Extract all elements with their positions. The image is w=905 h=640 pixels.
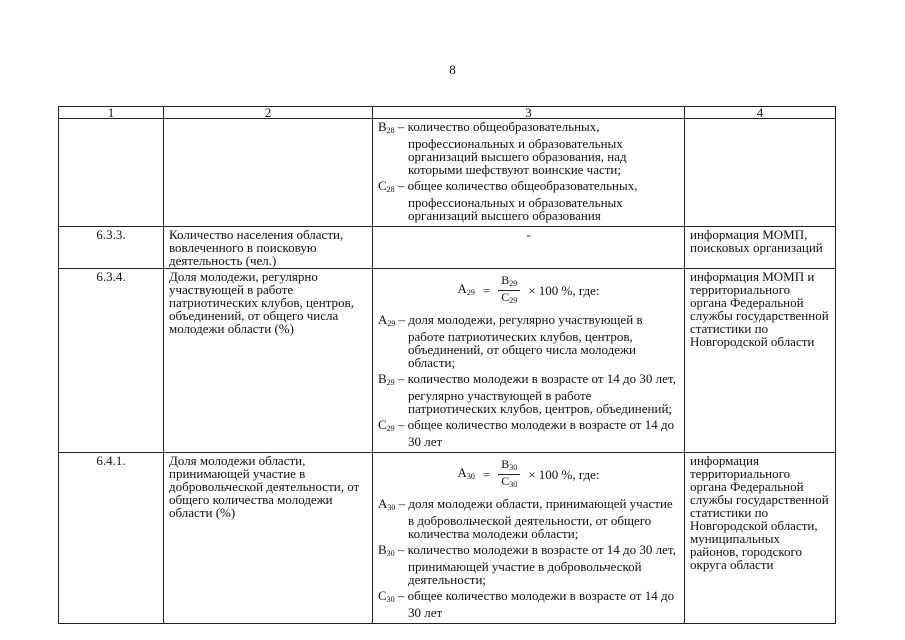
source-cell: информация МОМП и территориального органа Федеральной службы государственной статистики по Новгородской области [685, 269, 836, 453]
indicator-name: Доля молодежи, регулярно участвующей в работе патриотических клубов, центров, объединений, от общего числа молодежи области (%) [164, 269, 373, 453]
definition: $А_{29}$ – доля молодежи, регулярно участвующей в работе патриотических клубов, центров, объединений, от общего числа молодежи области; [378, 312, 643, 370]
definition: $В_{28}$ – количество общеобразовательных, профессиональных и образовательных организаций высшего образования, над которыми шефствуют воинские части; [378, 119, 627, 177]
method-cell [373, 453, 685, 624]
definition: $В_{30}$ – количество молодежи в возрасте от 14 до 30 лет, принимающей участие в добровольческой деятельности; [378, 542, 676, 587]
definition: $С_{30}$ – общее количество молодежи в возрасте от 14 до 30 лет [378, 588, 675, 620]
fraction: $\frac{В_{30}}{С_{30}}$ [498, 458, 520, 491]
row-number: 6.3.3. [59, 227, 164, 269]
formula: $А_{30}$ = $\frac{В_{30}}{С_{30}}$ × 100 %, где: [457, 457, 600, 489]
fraction: $\frac{В_{29}}{С_{29}}$ [498, 274, 520, 307]
method-cell: - [373, 227, 685, 269]
indicator-name: Доля молодежи области, принимающей участие в добровольческой деятельности, от общего количества молодежи области (%) [164, 453, 373, 624]
source-cell [685, 119, 836, 227]
header-cell: 4 [685, 107, 836, 119]
table-row [59, 227, 836, 269]
header-row [59, 107, 836, 119]
table-row [59, 269, 836, 453]
page-number: 8 [449, 62, 456, 77]
definition: $С_{28}$ – общее количество общеобразовательных, профессиональных и образовательных организаций высшего образования [378, 178, 638, 223]
definition: $С_{29}$ – общее количество молодежи в возрасте от 14 до 30 лет [378, 417, 675, 449]
header-cell: 3 [373, 107, 685, 119]
method-cell [373, 119, 685, 227]
indicators-table [58, 106, 836, 624]
source-cell: информация МОМП, поисковых организаций [685, 227, 836, 269]
table-row [59, 119, 836, 227]
row-number: 6.3.4. [59, 269, 164, 453]
row-number [59, 119, 164, 227]
source-cell: информация территориального органа Федеральной службы государственной статистики по Новгородской области, муниципальных районов, городского округа области [685, 453, 836, 624]
indicator-name: Количество населения области, вовлеченного в поисковую деятельность (чел.) [164, 227, 373, 269]
definition: $В_{29}$ – количество молодежи в возрасте от 14 до 30 лет, регулярно участвующей в работе патриотических клубов, центров, объединений; [378, 371, 676, 416]
header-cell: 1 [59, 107, 164, 119]
header-cell: 2 [164, 107, 373, 119]
table-row [59, 453, 836, 624]
formula: $А_{29}$ = $\frac{В_{29}}{С_{29}}$ × 100 %, где: [457, 273, 600, 305]
indicator-name [164, 119, 373, 227]
definition: $А_{30}$ – доля молодежи области, принимающей участие в добровольческой деятельности, от общего количества молодежи области; [378, 496, 673, 541]
row-number: 6.4.1. [59, 453, 164, 624]
method-cell [373, 269, 685, 453]
